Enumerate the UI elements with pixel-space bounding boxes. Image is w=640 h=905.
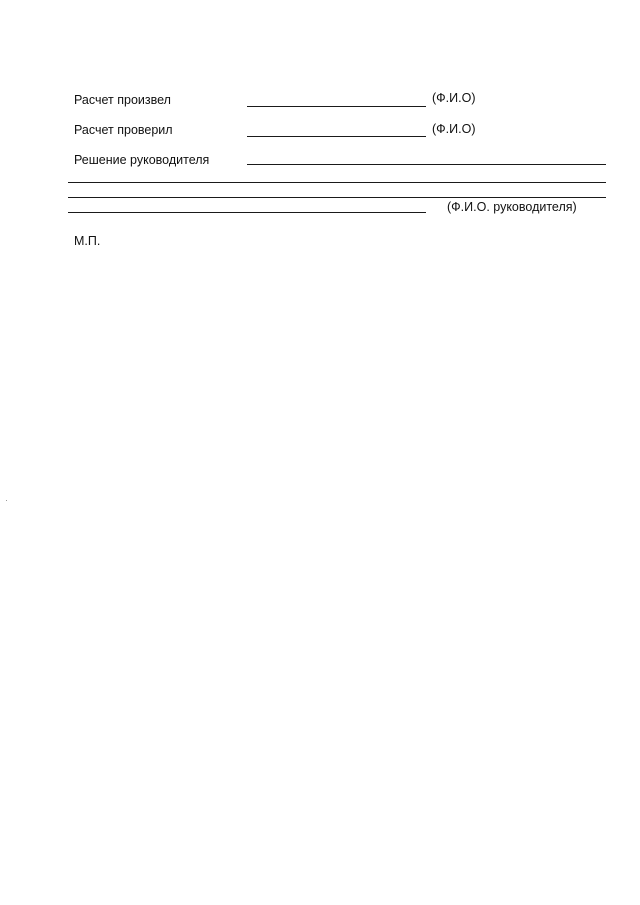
decision-label: Решение руководителя (74, 153, 210, 167)
head-fio-caption: (Ф.И.О. руководителя) (447, 200, 577, 214)
calc-done-label: Расчет произвел (74, 93, 171, 107)
scan-speck (6, 500, 7, 501)
decision-line-2 (68, 182, 606, 183)
head-signature-line (68, 212, 426, 213)
stamp-place-label: М.П. (74, 234, 101, 248)
calc-checked-fio-caption: (Ф.И.О) (432, 122, 476, 136)
decision-line-3 (68, 197, 606, 198)
calc-done-fio-caption: (Ф.И.О) (432, 91, 476, 105)
calc-checked-label: Расчет проверил (74, 123, 173, 137)
calc-done-signature-line (247, 106, 426, 107)
calc-checked-signature-line (247, 136, 426, 137)
decision-line-1 (247, 164, 606, 165)
